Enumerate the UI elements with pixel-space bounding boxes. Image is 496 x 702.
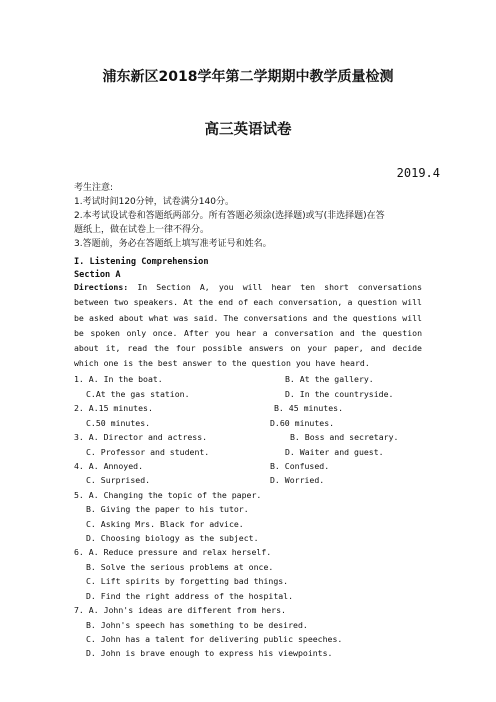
- question-option: C. Professor and student.: [86, 447, 210, 457]
- question-option: C.At the gas station.: [86, 389, 190, 399]
- question-option: D.60 minutes.: [270, 418, 335, 428]
- question-option: B. Solve the serious problems at once.: [86, 562, 274, 572]
- exam-subtitle: 高三英语试卷: [204, 122, 292, 138]
- question-option: B. Boss and secretary.: [290, 432, 399, 442]
- question-option: 7. A. John's ideas are different from hers.: [74, 605, 286, 615]
- exam-title: 浦东新区2018学年第二学期期中教学质量检测: [102, 69, 394, 85]
- question-option: B. Confused.: [270, 461, 330, 471]
- question-option: 2. A.15 minutes.: [74, 403, 153, 413]
- directions-paragraph: [74, 280, 422, 372]
- question-option: B. 45 minutes.: [274, 403, 344, 413]
- question-option: C. John has a talent for delivering public speeches.: [86, 634, 343, 644]
- question-option: D. In the countryside.: [285, 389, 394, 399]
- question-option: C. Asking Mrs. Black for advice.: [86, 519, 244, 529]
- question-option: 3. A. Director and actress.: [74, 432, 208, 442]
- question-option: C. Lift spirits by forgetting bad things.: [86, 576, 289, 586]
- question-option: B. Giving the paper to his tutor.: [86, 504, 249, 514]
- question-option: B. At the gallery.: [285, 374, 374, 384]
- section-title: Section A: [74, 270, 121, 280]
- question-option: 1. A. In the boat.: [74, 374, 163, 384]
- exam-date: 2019.4: [396, 166, 440, 180]
- question-option: D. John is brave enough to express his viewpoints.: [86, 648, 333, 658]
- notes-heading: 考生注意:: [74, 183, 114, 193]
- question-option: C. Surprised.: [86, 475, 151, 485]
- note-item: 1.考试时间120分钟，试卷满分140分。: [74, 197, 234, 207]
- question-option: D. Waiter and guest.: [285, 447, 384, 457]
- directions-text: In Section A, you will hear ten short conversations between two speakers. At the end of each conversation, a question will be asked about what was said. The conversations and the questions will be spoken only once. After you hear a conversation and the question about it, read the four possible answers on your paper, and decide which one is the best answer to the question you have heard.: [74, 282, 422, 369]
- part-title: I. Listening Comprehension: [74, 257, 209, 267]
- question-option: D. Worried.: [270, 475, 325, 485]
- question-option: 6. A. Reduce pressure and relax herself.: [74, 547, 272, 557]
- question-option: C.50 minutes.: [86, 418, 151, 428]
- note-item: 2.本考试设试卷和答题纸两部分。所有答题必须涂(选择题)或写(非选择题)在答: [74, 211, 385, 221]
- question-option: 4. A. Annoyed.: [74, 461, 144, 471]
- note-item: 题纸上，做在试卷上一律不得分。: [74, 225, 210, 235]
- question-option: 5. A. Changing the topic of the paper.: [74, 490, 262, 500]
- directions-label: Directions:: [74, 282, 129, 292]
- question-option: D. Find the right address of the hospital.: [86, 591, 294, 601]
- note-item: 3.答题前，务必在答题纸上填写准考证号和姓名。: [74, 239, 272, 249]
- question-option: B. John's speech has something to be desired.: [86, 620, 308, 630]
- question-option: D. Choosing biology as the subject.: [86, 533, 259, 543]
